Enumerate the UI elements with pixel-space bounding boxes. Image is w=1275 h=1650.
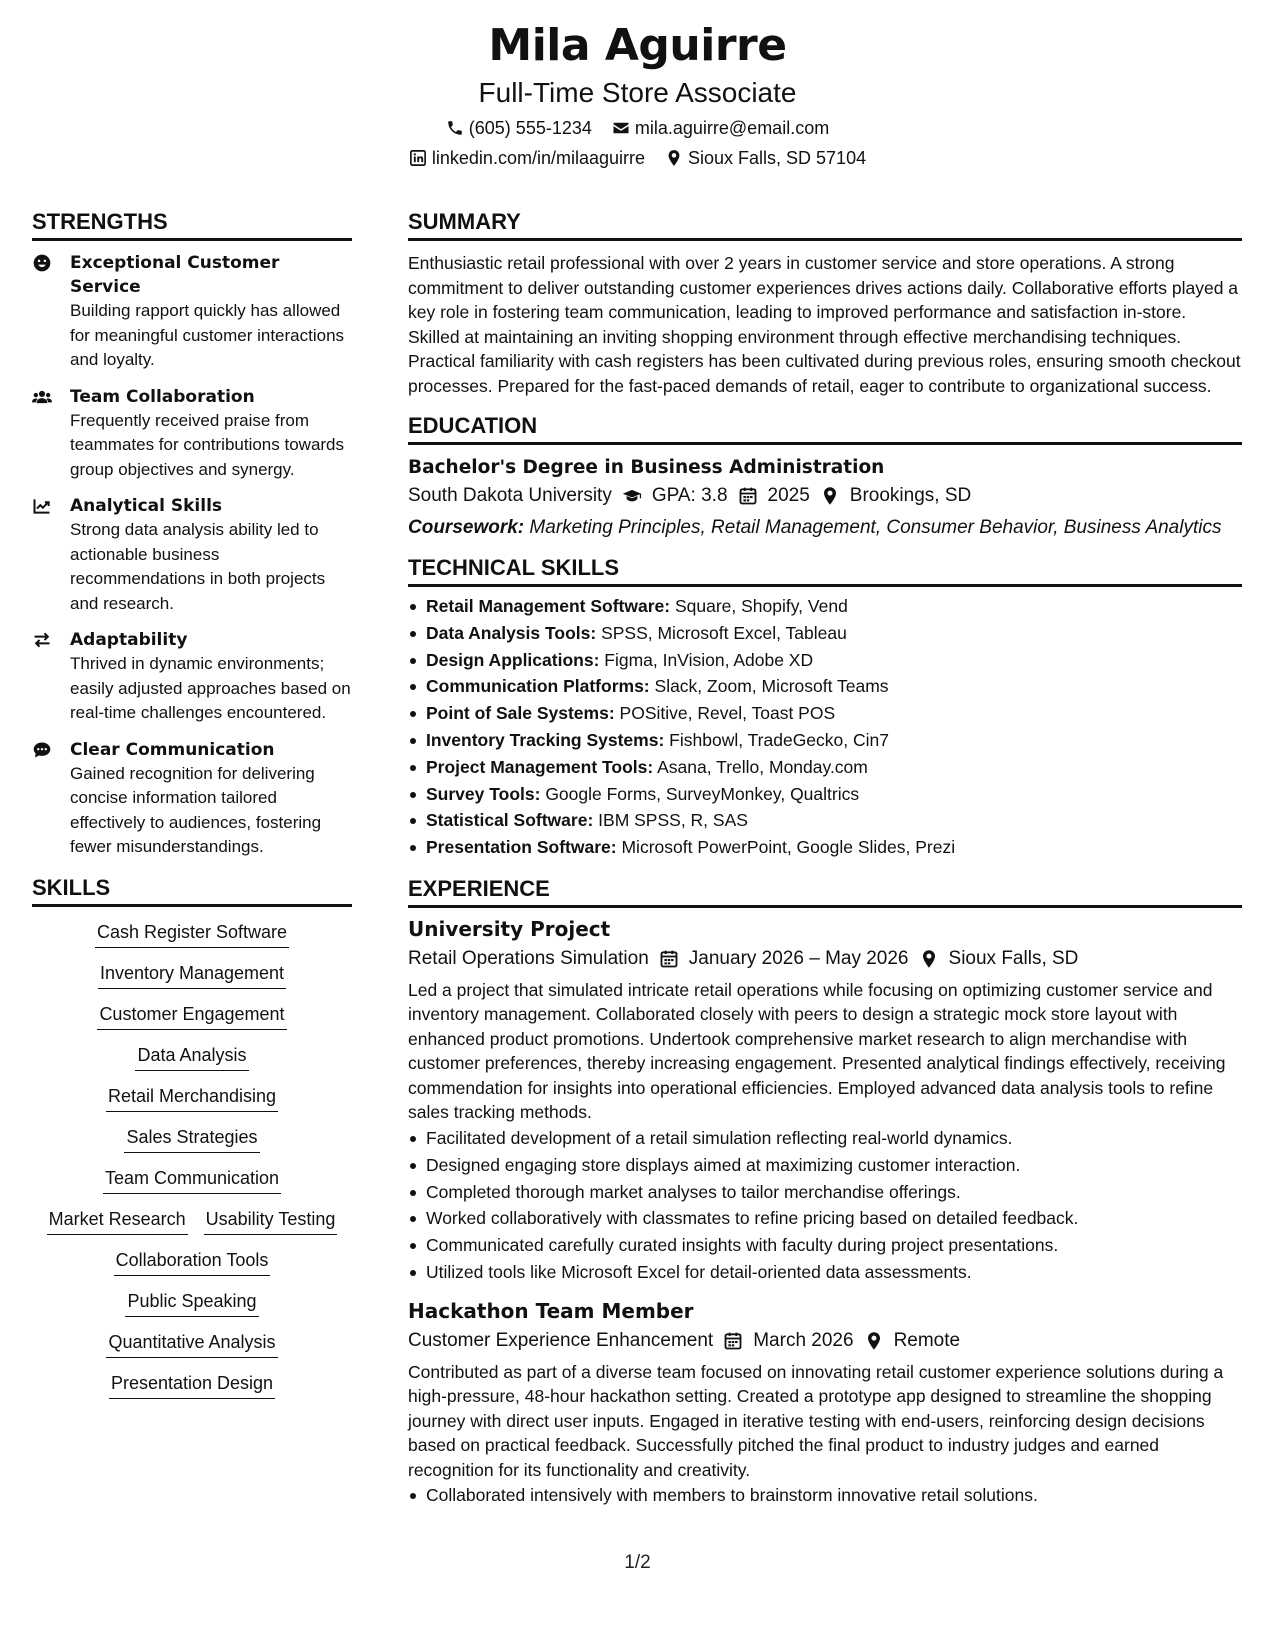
list-item <box>426 620 1242 647</box>
list-item <box>426 834 1242 861</box>
envelope-icon <box>612 119 630 137</box>
contact-line-1 <box>0 116 1275 140</box>
skill-tag: Usability Testing <box>204 1208 338 1235</box>
tech-skill-value: Figma, InVision, Adobe XD <box>604 649 814 670</box>
strength-title: Adaptability <box>70 630 188 650</box>
summary-title: SUMMARY <box>408 208 1242 241</box>
school-name: South Dakota University <box>408 485 612 506</box>
skill-tag: Collaboration Tools <box>114 1249 271 1276</box>
candidate-role: Full-Time Store Associate <box>478 77 797 108</box>
graduation-year: 2025 <box>767 485 810 506</box>
tech-skill-value: Asana, Trello, Monday.com <box>657 756 868 777</box>
list-item <box>426 593 1242 620</box>
technical-skills-list <box>408 593 1242 861</box>
technical-skills-title: TECHNICAL SKILLS <box>408 554 1242 587</box>
job-bullets <box>408 1482 1242 1509</box>
tech-skill-value: SPSS, Microsoft Excel, Tableau <box>601 622 847 643</box>
strength-title: Exceptional Customer Service <box>70 253 280 297</box>
school-location: Brookings, SD <box>849 485 972 506</box>
job-title: Hackathon Team Member <box>408 1298 694 1323</box>
skills-title: SKILLS <box>32 874 352 907</box>
tech-skill-label: Communication Platforms: <box>426 676 650 697</box>
strength-title: Team Collaboration <box>70 386 255 407</box>
list-item <box>426 781 1242 808</box>
strength-item <box>32 738 352 860</box>
list-item <box>426 673 1242 700</box>
tech-skill-label: Retail Management Software: <box>426 596 671 616</box>
list-item: Collaborated intensively with members to brainstorm innovative retail solutions. <box>426 1482 1242 1509</box>
tech-skill-label: Point of Sale Systems: <box>426 703 615 724</box>
tech-skill-label: Survey Tools: <box>426 783 541 804</box>
list-item <box>426 754 1242 781</box>
list-item: Worked collaboratively with classmates to refine pricing based on detailed feedback. <box>426 1205 1242 1232</box>
list-item: Completed thorough market analyses to tailor merchandise offerings. <box>426 1179 1242 1206</box>
strength-title: Clear Communication <box>70 739 275 760</box>
job-date: January 2026 – May 2026 <box>688 947 909 969</box>
strength-desc: Strong data analysis ability led to actionable business recommendations in both projects and research. <box>70 520 326 613</box>
candidate-name: Mila Aguirre <box>488 20 787 71</box>
experience-title: EXPERIENCE <box>408 875 1242 908</box>
users-icon <box>32 387 52 407</box>
skill-tag: Customer Engagement <box>97 1003 286 1030</box>
list-item <box>426 727 1242 754</box>
strength-title: Analytical Skills <box>70 496 223 516</box>
email-text[interactable]: mila.aguirre@email.com <box>634 118 830 138</box>
smile-icon <box>32 253 52 273</box>
calendar-icon <box>723 1331 743 1351</box>
graduation-cap-icon <box>622 486 642 506</box>
skill-tag: Sales Strategies <box>124 1126 259 1153</box>
tech-skill-value: POSitive, Revel, Toast POS <box>619 703 836 724</box>
list-item <box>426 807 1242 834</box>
linkedin-icon <box>409 149 427 167</box>
skill-tag: Data Analysis <box>135 1044 248 1071</box>
map-pin-icon <box>820 486 840 506</box>
job-meta <box>408 944 1242 974</box>
tech-skill-value: Fishbowl, TradeGecko, Cin7 <box>669 729 889 750</box>
contact-linkedin[interactable] <box>409 146 645 170</box>
job-description: Led a project that simulated intricate retail operations while focusing on optimizing customer service and inventory management. Collaborated closely with peers to design a strategic mock store layout with enhanced product promotions. Undertook comprehensive market research to align merchandise with customer preferences, thereby increasing engagement. Presented analytical findings effectively, receiving commendation for insights into operational efficiencies. Employed advanced data analysis tools to refine sales tracking methods. <box>408 979 1226 1123</box>
tech-skill-value: IBM SPSS, R, SAS <box>598 810 748 831</box>
skill-tag: Market Research <box>47 1208 188 1235</box>
calendar-icon <box>738 486 758 506</box>
tech-skill-value: Square, Shopify, Vend <box>674 596 848 616</box>
degree-title: Bachelor's Degree in Business Administration <box>408 457 885 478</box>
strength-desc: Building rapport quickly has allowed for meaningful customer interactions and loyalty. <box>70 301 345 369</box>
comment-dots-icon <box>32 740 52 760</box>
tech-skill-label: Presentation Software: <box>426 837 617 858</box>
list-item: Designed engaging store displays aimed at maximizing customer interaction. <box>426 1152 1242 1179</box>
contact-phone <box>446 116 592 140</box>
tech-skill-label: Project Management Tools: <box>426 756 654 777</box>
strength-item <box>32 494 352 616</box>
summary-text: Enthusiastic retail professional with over 2 years in customer service and store operations. A strong commitment to deliver outstanding customer experiences drives actions daily. Collaborative efforts played a key role in fostering team communication, leading to improved performance and satisfaction in-store. Skilled at maintaining an inviting shopping environment through effective merchandising techniques. Practical familiarity with cash registers has been cultivated during previous roles, ensuring smooth checkout processes. Prepared for the fast-paced demands of retail, eager to contribute to organizational success. <box>408 253 1241 396</box>
contact-location <box>665 146 866 170</box>
job-subtitle: Retail Operations Simulation <box>408 947 649 969</box>
skill-tag: Presentation Design <box>109 1372 275 1399</box>
education-title: EDUCATION <box>408 412 1242 445</box>
strength-item <box>32 251 352 373</box>
tech-skill-value: Microsoft PowerPoint, Google Slides, Prezi <box>621 837 956 858</box>
job-subtitle: Customer Experience Enhancement <box>408 1329 714 1351</box>
skills-list <box>32 921 352 1399</box>
coursework-list: Marketing Principles, Retail Management, Consumer Behavior, Business Analytics <box>529 517 1222 538</box>
tech-skill-value: Google Forms, SurveyMonkey, Qualtrics <box>545 783 860 804</box>
resume-header <box>0 18 1275 170</box>
strengths-title: STRENGTHS <box>32 208 352 241</box>
tech-skill-label: Statistical Software: <box>426 810 594 831</box>
exchange-icon <box>32 630 52 650</box>
right-column <box>408 208 1242 1509</box>
location-text: Sioux Falls, SD 57104 <box>688 148 867 168</box>
phone-text: (605) 555-1234 <box>468 118 592 138</box>
strength-item <box>32 385 352 483</box>
contact-email[interactable] <box>612 116 829 140</box>
strength-desc: Frequently received praise from teammates for contributions towards group objectives and synergy. <box>70 410 345 479</box>
map-pin-icon <box>919 949 939 969</box>
tech-skill-label: Inventory Tracking Systems: <box>426 729 665 750</box>
gpa-text: GPA: 3.8 <box>651 485 728 506</box>
page-number: 1/2 <box>624 1552 651 1573</box>
map-pin-icon <box>864 1331 884 1351</box>
job-bullets <box>408 1125 1242 1286</box>
coursework-label: Coursework: <box>408 517 525 538</box>
list-item: Communicated carefully curated insights with faculty during project presentations. <box>426 1232 1242 1259</box>
map-pin-icon <box>665 149 683 167</box>
skill-tag: Team Communication <box>103 1167 281 1194</box>
coursework <box>408 515 1242 540</box>
skill-tag: Public Speaking <box>125 1290 258 1317</box>
job-title: University Project <box>408 916 611 941</box>
skill-tag: Quantitative Analysis <box>106 1331 277 1358</box>
job-meta <box>408 1326 1242 1356</box>
chart-line-icon <box>32 496 52 516</box>
list-item: Utilized tools like Microsoft Excel for detail-oriented data assessments. <box>426 1259 1242 1286</box>
left-column <box>32 208 352 1399</box>
strength-desc: Thrived in dynamic environments; easily adjusted approaches based on real-time challenges encountered. <box>70 654 351 722</box>
skill-tag: Cash Register Software <box>95 921 289 948</box>
tech-skill-label: Data Analysis Tools: <box>426 622 597 643</box>
calendar-icon <box>659 949 679 969</box>
skill-tag: Retail Merchandising <box>106 1085 278 1112</box>
education-meta <box>408 481 1242 511</box>
strength-item <box>32 628 352 726</box>
job-location: Remote <box>893 1329 961 1351</box>
list-item: Facilitated development of a retail simulation reflecting real-world dynamics. <box>426 1125 1242 1152</box>
tech-skill-label: Design Applications: <box>426 649 600 670</box>
phone-icon <box>446 119 464 137</box>
job-description: Contributed as part of a diverse team focused on innovating retail customer experience solutions during a high-pressure, 48-hour hackathon setting. Created a prototype app designed to streamline the shopping journey with direct user inputs. Engaged in iterative testing with end-users, reinforcing design decisions based on practical feedback. Successfully pitched the final product to industry judges and earned recognition for its functionality and creativity. <box>408 1361 1224 1480</box>
job-location: Sioux Falls, SD <box>948 947 1079 969</box>
skill-tag: Inventory Management <box>98 962 286 989</box>
contact-line-2 <box>0 146 1275 170</box>
list-item <box>426 647 1242 674</box>
linkedin-text[interactable]: linkedin.com/in/milaaguirre <box>431 148 645 168</box>
list-item <box>426 700 1242 727</box>
tech-skill-value: Slack, Zoom, Microsoft Teams <box>654 676 889 697</box>
strength-desc: Gained recognition for delivering concise information tailored effectively to audiences, fostering fewer misunderstandings. <box>70 763 322 856</box>
job-date: March 2026 <box>753 1329 854 1351</box>
